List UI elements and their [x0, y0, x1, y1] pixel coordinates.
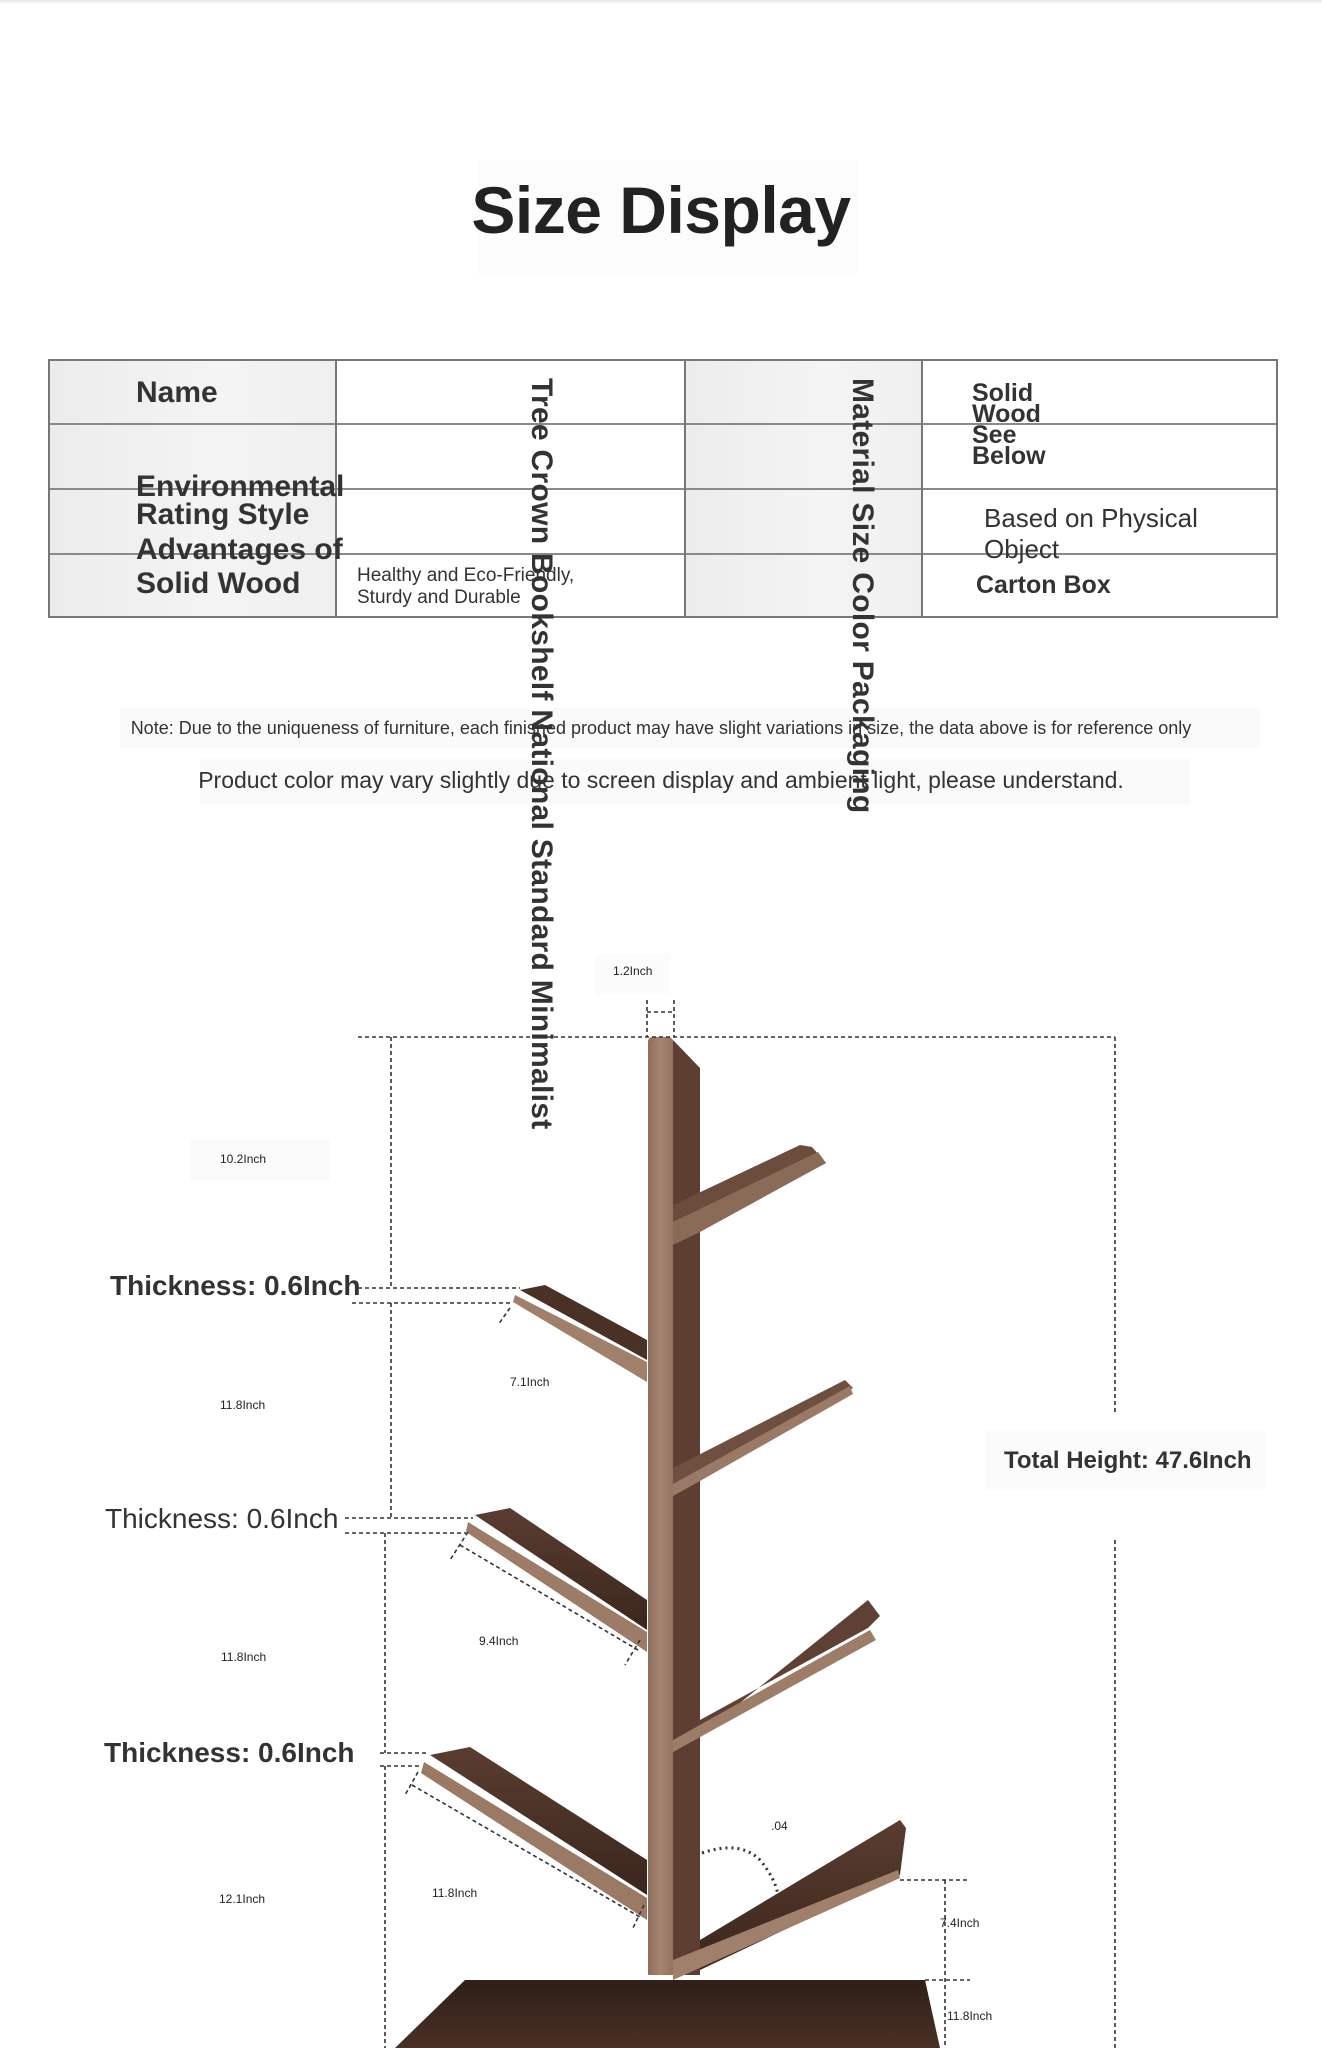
label-environmental-rating-style: Environmental Rating Style — [136, 470, 345, 531]
left-shelf-2 — [466, 1508, 647, 1652]
right-shelf-4 — [673, 1820, 906, 1980]
total-height-label: Total Height: 47.6Inch — [1004, 1447, 1252, 1474]
material-value-line-1: Solid — [972, 379, 1034, 407]
label-name: Name — [136, 376, 218, 409]
color-variation-note: Product color may vary slightly due to screen display and ambient light, please understand. — [198, 767, 1124, 793]
page-title: Size Display — [471, 173, 851, 247]
shelf-length-label-1: 7.1Inch — [510, 1375, 550, 1389]
color-value: Based on Physical Object — [984, 503, 1198, 564]
attribute-labels-vertical-text: Material Size Color Packaging — [846, 378, 879, 814]
advantages-line-1: Healthy and Eco-Friendly, — [357, 565, 575, 586]
right-shelf-3 — [673, 1600, 880, 1752]
spacing-label-2: 11.8Inch — [220, 1398, 266, 1412]
bookshelf-trunk — [648, 1037, 700, 1975]
thickness-label-3: Thickness: 0.6Inch — [104, 1737, 355, 1768]
label-advantages-solid-wood: Advantages of Solid Wood — [136, 533, 343, 600]
spacing-label-3: 11.8Inch — [221, 1650, 267, 1664]
advantages-line-2: Sturdy and Durable — [357, 587, 521, 608]
size-value-line-2: Below — [972, 442, 1046, 470]
spacing-label-1: 10.2Inch — [220, 1152, 267, 1166]
left-shelf-1 — [513, 1285, 647, 1382]
thickness-label-2: Thickness: 0.6Inch — [105, 1503, 339, 1534]
size-value-line-1: See — [972, 421, 1017, 449]
trunk-width-label: 1.2Inch — [613, 964, 653, 978]
angle-label: .04 — [771, 1819, 788, 1833]
right-spacing-label-2: 11.8Inch — [947, 2009, 993, 2023]
thickness-label-1: Thickness: 0.6Inch — [110, 1270, 361, 1301]
product-name-vertical-text: Tree Crown Bookshelf National Standard Minimalist — [525, 378, 558, 1130]
spacing-label-4: 12.1Inch — [219, 1892, 266, 1906]
shelf-length-label-2: 9.4Inch — [479, 1634, 519, 1648]
right-spacing-label-1: 7.4Inch — [940, 1916, 980, 1930]
bookshelf-base — [395, 1980, 940, 2048]
shelf-length-label-3: 11.8Inch — [432, 1886, 478, 1900]
material-value-line-2: Wood — [972, 400, 1041, 428]
angle-arc — [702, 1848, 778, 1895]
packaging-value: Carton Box — [976, 571, 1111, 599]
size-variation-note: Note: Due to the uniqueness of furniture, each finished product may have slight variations in size, the data above is for reference only — [130, 718, 1192, 738]
